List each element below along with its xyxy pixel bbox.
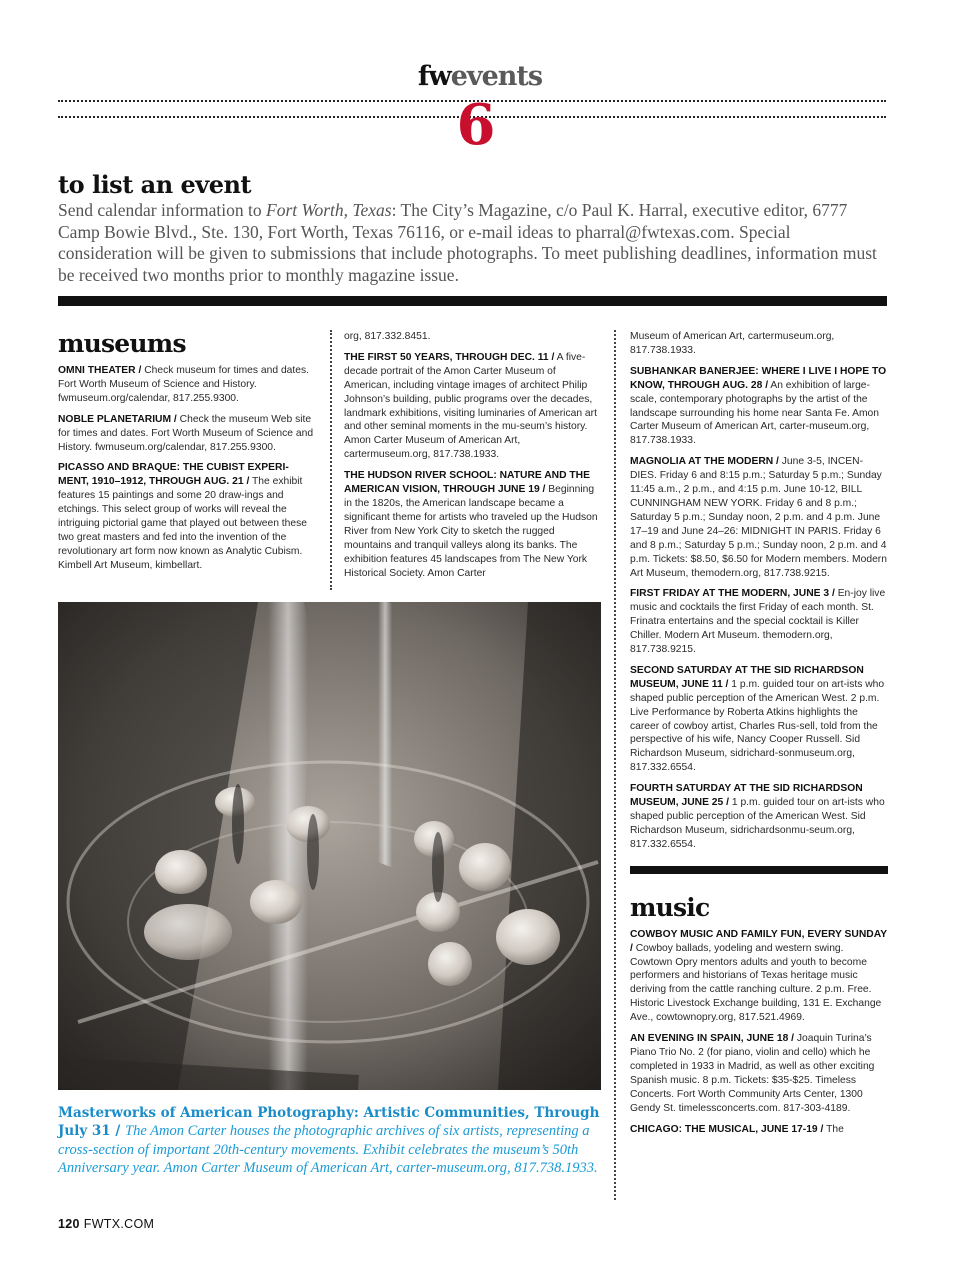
event-entry bbox=[58, 461, 314, 572]
column-divider bbox=[330, 330, 332, 590]
event-text: Check the museum Web site for times and dates. Fort Worth Museum of Science and History. fwmuseum.org/calendar, 817.255.9300. bbox=[58, 413, 314, 453]
event-text: A five-decade portrait of the Amon Carter Museum of American, including vintage images of architect Philip Johnson’s building, public programs over the decades, landmark exhibitions, visiting luminaries of American art and other seminal moments in the mu-seum’s history. Amon Carter Museum of American Art, cartermuseum.org, 817.738.1933. bbox=[344, 351, 597, 461]
event-text: June 3-5, INCEN-DIES. Friday 6 and 8:15 p.m.; Saturday 5 p.m.; Sunday 11:45 a.m., 2 p.m., and 4:15 p.m. June 10-12, BILL CUNNINGHAM NEW YORK. Friday 6 and 8 p.m.; Saturday 5 p.m.; Sunday noon, 2 p.m. and 4 p.m. June 17–19 and June 24–26: MIDNIGHT IN PARIS. Friday 6 and 8 p.m.; Saturday 5 p.m.; Sunday noon, 2 p.m. and 4 p.m. Tickets: $8.50, $6.50 for Modern members. Modern Art Museum, themodern.org, 817.738.9215. bbox=[630, 456, 887, 579]
event-text: The bbox=[823, 1123, 844, 1135]
section-divider bbox=[58, 296, 887, 306]
event-entry bbox=[58, 413, 314, 455]
event-text: An exhibition of large-scale, contemporary photographs by the artist of the landscape surrounding his home near Santa Fe. Amon Carter Museum of American Art, carter-museum.org, 817.738.1933. bbox=[630, 379, 879, 447]
site-name: FWTX.COM bbox=[83, 1217, 155, 1231]
event-title: FOURTH SATURDAY AT THE SID RICHARDSON MUSEUM, JUNE 25 / bbox=[630, 783, 863, 809]
brand-events: events bbox=[450, 61, 543, 92]
event-title: THE HUDSON RIVER SCHOOL: NATURE AND THE AMERICAN VISION, THROUGH JUNE 19 / bbox=[344, 470, 590, 496]
issue-number: 6 bbox=[456, 92, 496, 158]
event-title: COWBOY MUSIC AND FAMILY FUN, EVERY SUNDAY / bbox=[630, 928, 887, 954]
event-entry bbox=[630, 1032, 888, 1115]
list-event-prefix: Send calendar information to bbox=[58, 200, 266, 220]
event-continuation: Museum of American Art, cartermuseum.org, 817.738.1933. bbox=[630, 331, 835, 356]
exhibit-photograph bbox=[58, 602, 601, 1090]
event-title: MAGNOLIA AT THE MODERN / bbox=[630, 456, 779, 468]
event-text: Cowboy ballads, yodeling and western swing. Cowtown Opry mentors adults and youth to become performers and historians of Texas heritage music deriving from the cattle ranching culture. 2 p.m. Free. Historic Livestock Exchange building, 131 E. Exchange Ave., cowtownopry.org, 817.521.4969. bbox=[630, 942, 882, 1024]
photo-caption bbox=[58, 1104, 606, 1178]
museums-heading: museums bbox=[58, 329, 186, 358]
column-3 bbox=[630, 330, 888, 1143]
event-text: En-joy live music and cocktails the first Friday of each month. St. Frinatra entertains and the special cocktail is Killer Chiller. Modern Art Museum. themodern.org, 817.738.9215. bbox=[630, 588, 886, 656]
magazine-name: Fort Worth, Texas bbox=[266, 200, 392, 220]
event-text: Beginning in the 1820s, the American landscape became a significant theme for artists who traveled up the Hudson River from New York City to sketch the rugged mountains and tranquil valleys along its banks. The exhibition features 45 landscapes from The New York Historical Society. Amon Carter bbox=[344, 484, 598, 579]
list-event-body bbox=[58, 200, 888, 286]
caption-title: Masterworks of American Photography: Artistic Communities, Through July 31 / bbox=[58, 1105, 600, 1140]
brand-fw: fw bbox=[417, 61, 451, 92]
section-brand bbox=[0, 60, 960, 94]
event-entry bbox=[630, 455, 888, 580]
event-text: Check museum for times and dates. Fort Worth Museum of Science and History. fwmuseum.org/calendar, 817.255.9300. bbox=[58, 365, 310, 404]
event-title: AN EVENING IN SPAIN, JUNE 18 / bbox=[630, 1033, 795, 1045]
event-title: THE FIRST 50 YEARS, THROUGH DEC. 11 / bbox=[344, 351, 555, 363]
event-continuation: org, 817.332.8451. bbox=[344, 331, 431, 342]
event-entry bbox=[630, 1123, 888, 1137]
event-title: FIRST FRIDAY AT THE MODERN, JUNE 3 / bbox=[630, 588, 835, 600]
event-title: SUBHANKAR BANERJEE: WHERE I LIVE I HOPE TO KNOW, THROUGH AUG. 28 / bbox=[630, 365, 887, 391]
column-1 bbox=[58, 330, 314, 580]
page-footer bbox=[58, 1217, 154, 1231]
event-text: Joaquin Turina’s Piano Trio No. 2 (for piano, violin and cello) which he completed in 1933 in Madrid, as well as other exciting Spanish music. 8 p.m. Tickets: $35-$25. Timeless Concerts. Fort Worth Community Arts Center, 1300 Gendy St. timelessconcerts.com. 817-303-4189. bbox=[630, 1033, 875, 1114]
event-title: PICASSO AND BRAQUE: THE CUBIST EXPERI-MENT, 1910–1912, THROUGH AUG. 21 / bbox=[58, 462, 289, 488]
event-entry bbox=[630, 782, 888, 852]
music-divider bbox=[630, 866, 888, 874]
music-heading: music bbox=[630, 892, 710, 922]
event-title: SECOND SATURDAY AT THE SID RICHARDSON MUSEUM, JUNE 11 / bbox=[630, 664, 864, 690]
event-text: The exhibit features 15 paintings and some 20 draw-ings and etchings. This select group of works will reveal the intriguing pictorial game that played out between these two great masters and fed into the invention of the revolutionary art form now known as Analytic Cubism. Kimbell Art Museum, kimbellart. bbox=[58, 476, 308, 571]
page-number: 120 bbox=[58, 1217, 80, 1231]
event-title: OMNI THEATER / bbox=[58, 365, 142, 376]
event-entry bbox=[344, 351, 598, 462]
column-divider bbox=[614, 330, 616, 1200]
event-entry bbox=[630, 928, 888, 1025]
list-event-heading: to list an event bbox=[58, 170, 252, 199]
event-text: 1 p.m. guided tour on art-ists who shaped public perception of the American West. 2 p.m. Live Performance by Roberta Atkins highlights the career of cowboy artist, Charles Rus-sell, told from the perspective of his wife, Nancy Cooper Russell. Sid Richardson Museum, sidrichard-sonmuseum.org, 817.332.6554. bbox=[630, 678, 885, 774]
masthead bbox=[0, 60, 960, 158]
list-event-rest: : The City’s Magazine, c/o Paul K. Harral, executive editor, 6777 Camp Bowie Blvd., Ste. 130, Fort Worth, Texas 76116, or e-mail ideas to pharral@fwtexas.com. Special consideration will be given to submissions that include photographs. To meet publishing deadlines, information must be received two months prior to monthly magazine issue. bbox=[58, 200, 877, 285]
event-entry bbox=[344, 469, 598, 580]
event-entry bbox=[630, 664, 888, 775]
caption-body: The Amon Carter houses the photographic archives of six artists, representing a cross-section of important 20th-century movements. Exhibit celebrates the museum’s 50th Anniversary year. Amon Carter Museum of American Art, carter-museum.org, 817.738.1933. bbox=[58, 1123, 598, 1177]
event-entry bbox=[630, 365, 888, 448]
event-title: CHICAGO: THE MUSICAL, JUNE 17-19 / bbox=[630, 1123, 824, 1135]
event-entry bbox=[630, 587, 888, 657]
event-entry bbox=[58, 364, 314, 406]
event-title: NOBLE PLANETARIUM / bbox=[58, 413, 177, 425]
event-text: 1 p.m. guided tour on art-ists who shaped public perception of the American West. Sid Richardson Museum, sidrichardsonmu-seum.org, 817.332.6554. bbox=[630, 797, 885, 850]
photograph-eggs-art bbox=[58, 602, 601, 1090]
column-2 bbox=[344, 330, 598, 587]
